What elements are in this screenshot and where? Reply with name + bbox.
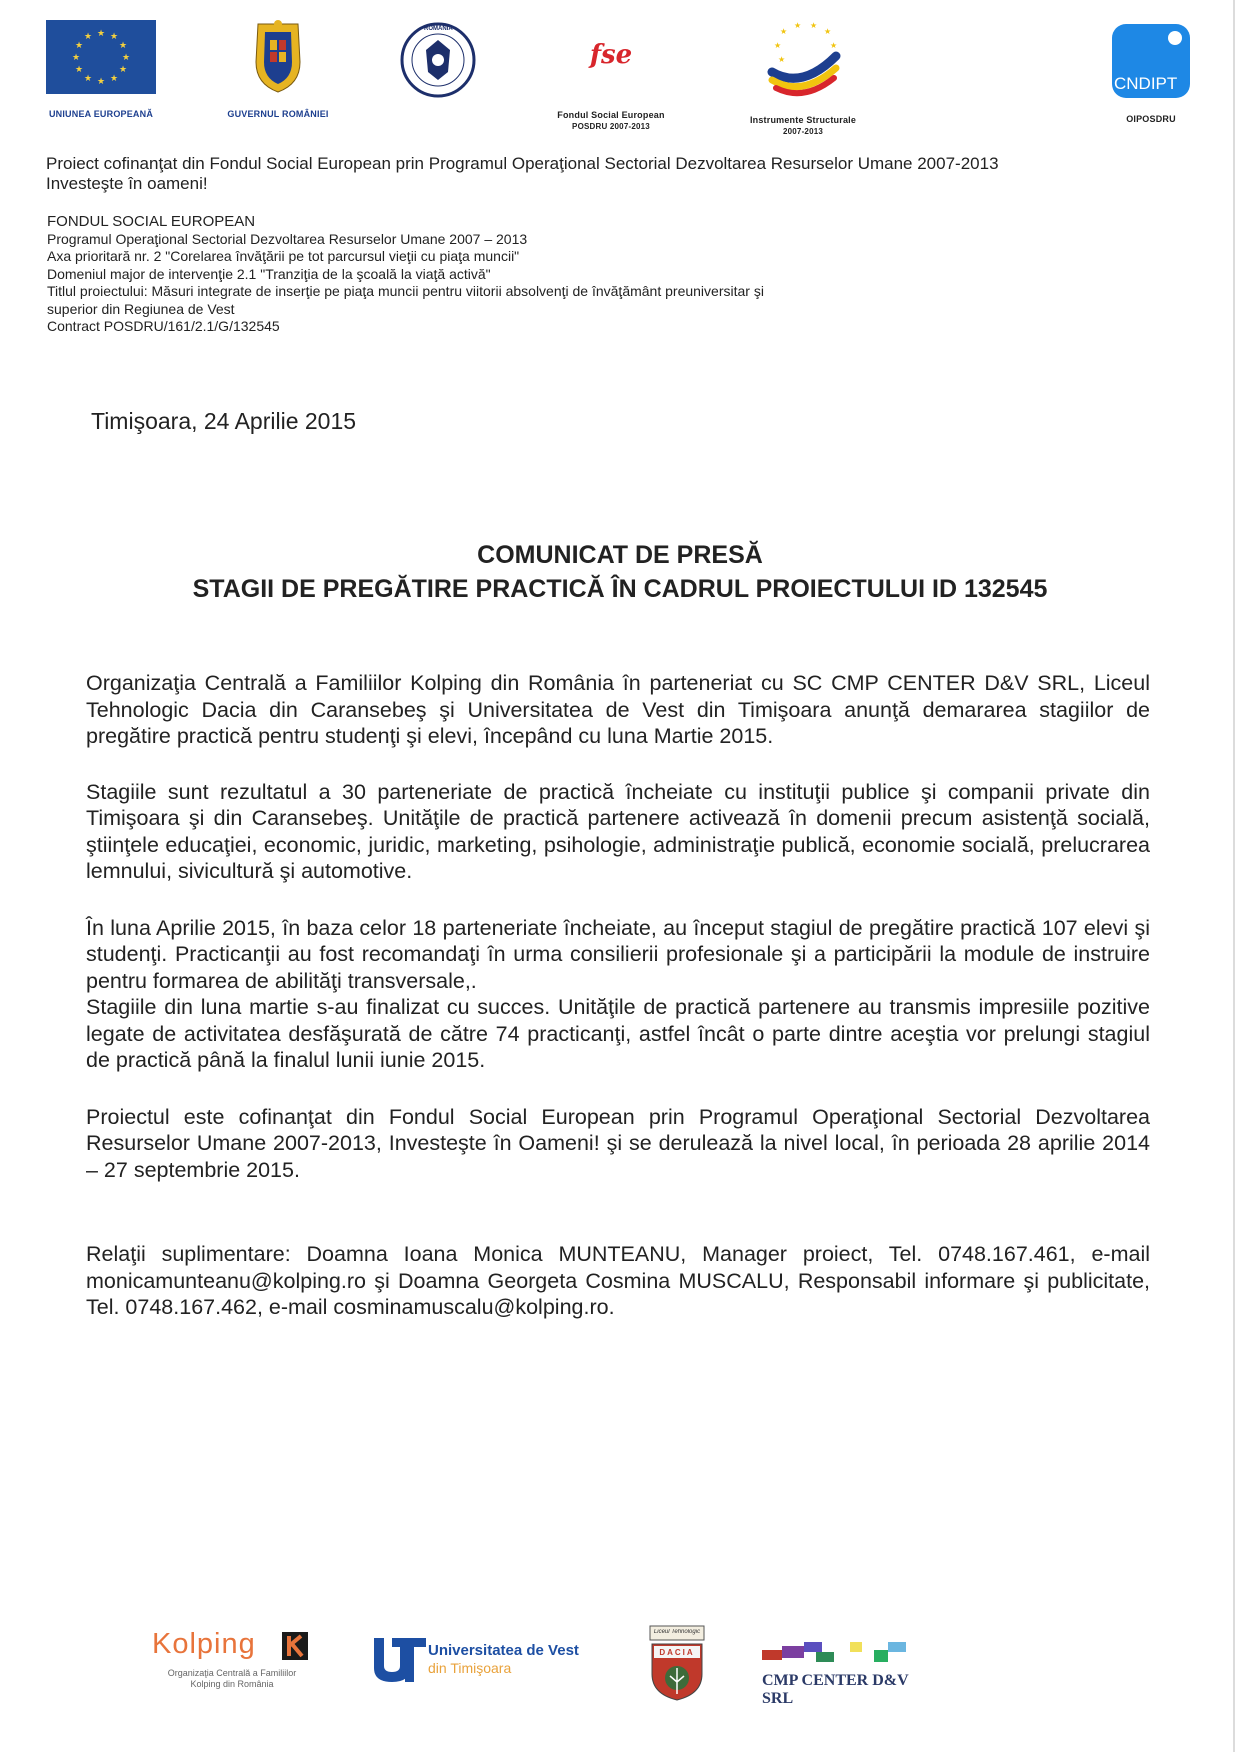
structural-instruments-icon — [738, 20, 868, 100]
is-logo — [738, 20, 868, 136]
uvt-city: din Timişoara — [428, 1660, 512, 1676]
eu-flag-icon — [46, 20, 156, 94]
title-line-1: COMUNICAT DE PRESĂ — [477, 541, 763, 569]
svg-text:★: ★ — [778, 55, 786, 64]
svg-text:★: ★ — [74, 41, 84, 51]
svg-text:★: ★ — [121, 53, 131, 63]
kolping-sub-2: Kolping din România — [190, 1679, 274, 1689]
press-release-title — [60, 538, 1180, 606]
fse-caption-1: Fondul Social European — [557, 110, 665, 120]
svg-text:★: ★ — [774, 41, 782, 50]
uvt-name: Universitatea de Vest — [428, 1642, 579, 1659]
kolping-k-icon — [282, 1632, 308, 1660]
coat-of-arms-icon — [218, 18, 338, 94]
uvt-emblem-icon — [370, 1636, 426, 1684]
svg-text:★: ★ — [96, 29, 106, 39]
eu-caption: UNIUNEA EUROPEANĂ — [48, 109, 154, 119]
gov-logo — [218, 18, 338, 119]
paragraph-3a: În luna Aprilie 2015, în baza celor 18 parteneriate încheiate, au început stagiul de pregătire practică 107 elevi şi studenţi. Practicanţii au fost recomandaţi în urma consilierii profesionale şi a participării la module de instruire pentru formarea de abilităţi transversale,. — [86, 915, 1150, 993]
svg-text:★: ★ — [109, 74, 119, 84]
kolping-logo — [152, 1628, 312, 1694]
meta-contract: Contract POSDRU/161/2.1/G/132545 — [47, 318, 280, 334]
meta-fund: FONDUL SOCIAL EUROPEAN — [47, 213, 256, 230]
meta-axis: Axa prioritară nr. 2 "Corelarea învăţării pe tot parcursul vieţii cu piaţa muncii" — [47, 248, 520, 264]
cndipt-logo — [1112, 24, 1194, 128]
svg-text:★: ★ — [118, 41, 128, 51]
dacia-banner: Liceul Tehnologic — [653, 1629, 701, 1635]
scan-edge-line — [1233, 0, 1235, 1752]
dacia-logo — [646, 1624, 708, 1702]
fse-logo — [546, 40, 676, 132]
paragraph-5: Relaţii suplimentare: Doamna Ioana Monica MUNTEANU, Manager proiect, Tel. 0748.167.461, e-mail monicamunteanu@kolping.ro şi Doamna Georgeta Cosmina MUSCALU, Responsabil informare şi publicitate, Tel. 0748.167.462, e-mail cosminamuscalu@kolping.ro. — [86, 1242, 1150, 1319]
svg-text:★: ★ — [826, 57, 834, 66]
cndipt-dot-icon — [1168, 31, 1182, 45]
ministry-logo — [398, 20, 478, 100]
fse-caption-2: POSDRU 2007-2013 — [572, 122, 650, 131]
paragraph-1: Organizaţia Centrală a Familiilor Kolping din România în parteneriat cu SC CMP CENTER D&V SRL, Liceul Tehnologic Dacia din Caransebeş şi Universitatea de Vest din Timişoara anunţă demararea stagiilor de pregătire practică pentru studenţi şi elevi, începând cu luna Martie 2015. — [86, 671, 1150, 748]
fse-mark: fse — [589, 40, 633, 70]
uvt-logo — [370, 1636, 600, 1686]
document-date: Timişoara, 24 Aprilie 2015 — [91, 408, 357, 434]
cmp-name: CMP CENTER D&V SRL — [762, 1672, 909, 1707]
svg-text:★: ★ — [74, 65, 84, 75]
svg-text:★: ★ — [83, 74, 93, 84]
svg-text:★: ★ — [109, 32, 119, 42]
dacia-crest-icon — [646, 1624, 708, 1702]
paragraph-2: Stagiile sunt rezultatul a 30 parteneriate de practică încheiate cu instituţii publice şi companii private din Timişoara şi din Caransebeş. Unităţile de practică partenere activează în domenii precum asistenţă socială, ştiinţele educaţiei, economic, juridic, marketing, psihologie, administraţie publică, economie socială, prelucrarea lemnului, sivicultură şi automotive. — [86, 779, 1150, 883]
svg-text:★: ★ — [96, 77, 106, 87]
kolping-word: Kolping — [152, 1628, 256, 1660]
eu-logo — [46, 20, 156, 119]
gov-caption: GUVERNUL ROMÂNIEI — [227, 109, 329, 119]
cndipt-badge — [1112, 24, 1190, 98]
paragraph-4: Proiectul este cofinanţat din Fondul Social European prin Programul Operaţional Sectorial Dezvoltarea Resurselor Umane 2007-2013, Investeşte în Oameni! şi se derulează la nivel local, în perioada 28 aprilie 2014 – 27 septembrie 2015. — [86, 1104, 1150, 1182]
cofinancing-line-1: Proiect cofinanţat din Fondul Social European prin Programul Operaţional Sectorial Dezvoltarea Resurselor Umane 2007-2013 — [46, 154, 999, 173]
svg-text:★: ★ — [830, 41, 838, 50]
cmp-squares-icon — [762, 1640, 942, 1664]
cmp-logo — [762, 1640, 942, 1707]
svg-text:★: ★ — [824, 27, 832, 36]
svg-text:★: ★ — [810, 21, 818, 30]
kolping-sub-1: Organizaţia Centrală a Familiilor — [167, 1668, 297, 1678]
ministry-seal-text: ROMÂNIA — [424, 26, 453, 32]
svg-text:★: ★ — [71, 53, 81, 63]
paragraph-3b: Stagiile din luna martie s-au finalizat cu succes. Unităţile de practică partenere au transmis impresiile pozitive legate de activitatea desfăşurată de către 74 practicanţi, astfel încât o parte dintre aceştia vor prelungi stagiul de practică până la finalul lunii iunie 2015. — [86, 995, 1150, 1072]
cndipt-mark: CNDIPT — [1114, 74, 1178, 93]
svg-text:★: ★ — [83, 32, 93, 42]
meta-title-1: Titlul proiectului: Măsuri integrate de inserţie pe piaţa muncii pentru viitorii absolvenţi de învăţământ preuniversitar şi — [47, 283, 764, 299]
is-caption-2: 2007-2013 — [782, 127, 824, 136]
title-line-2: STAGII DE PREGĂTIRE PRACTICĂ ÎN CADRUL PROIECTULUI ID 132545 — [192, 575, 1048, 603]
ministry-seal-icon — [398, 20, 478, 100]
svg-text:★: ★ — [118, 65, 128, 75]
project-meta — [47, 213, 1197, 336]
cofinancing-line-2: Investeşte în oameni! — [46, 174, 208, 193]
svg-text:★: ★ — [794, 21, 802, 30]
meta-domain: Domeniul major de intervenţie 2.1 "Tranziţia de la şcoală la viaţă activă" — [47, 265, 491, 282]
meta-title-2: superior din Regiunea de Vest — [47, 300, 235, 317]
cofinancing-statement — [46, 154, 1206, 194]
meta-program: Programul Operaţional Sectorial Dezvoltarea Resurselor Umane 2007 – 2013 — [47, 230, 528, 247]
cndipt-caption: OIPOSDRU — [1126, 114, 1176, 124]
is-caption-1: Instrumente Structurale — [749, 115, 857, 125]
dacia-text: DACIA — [659, 1648, 695, 1657]
svg-text:★: ★ — [780, 27, 788, 36]
body-text — [86, 670, 1150, 1321]
